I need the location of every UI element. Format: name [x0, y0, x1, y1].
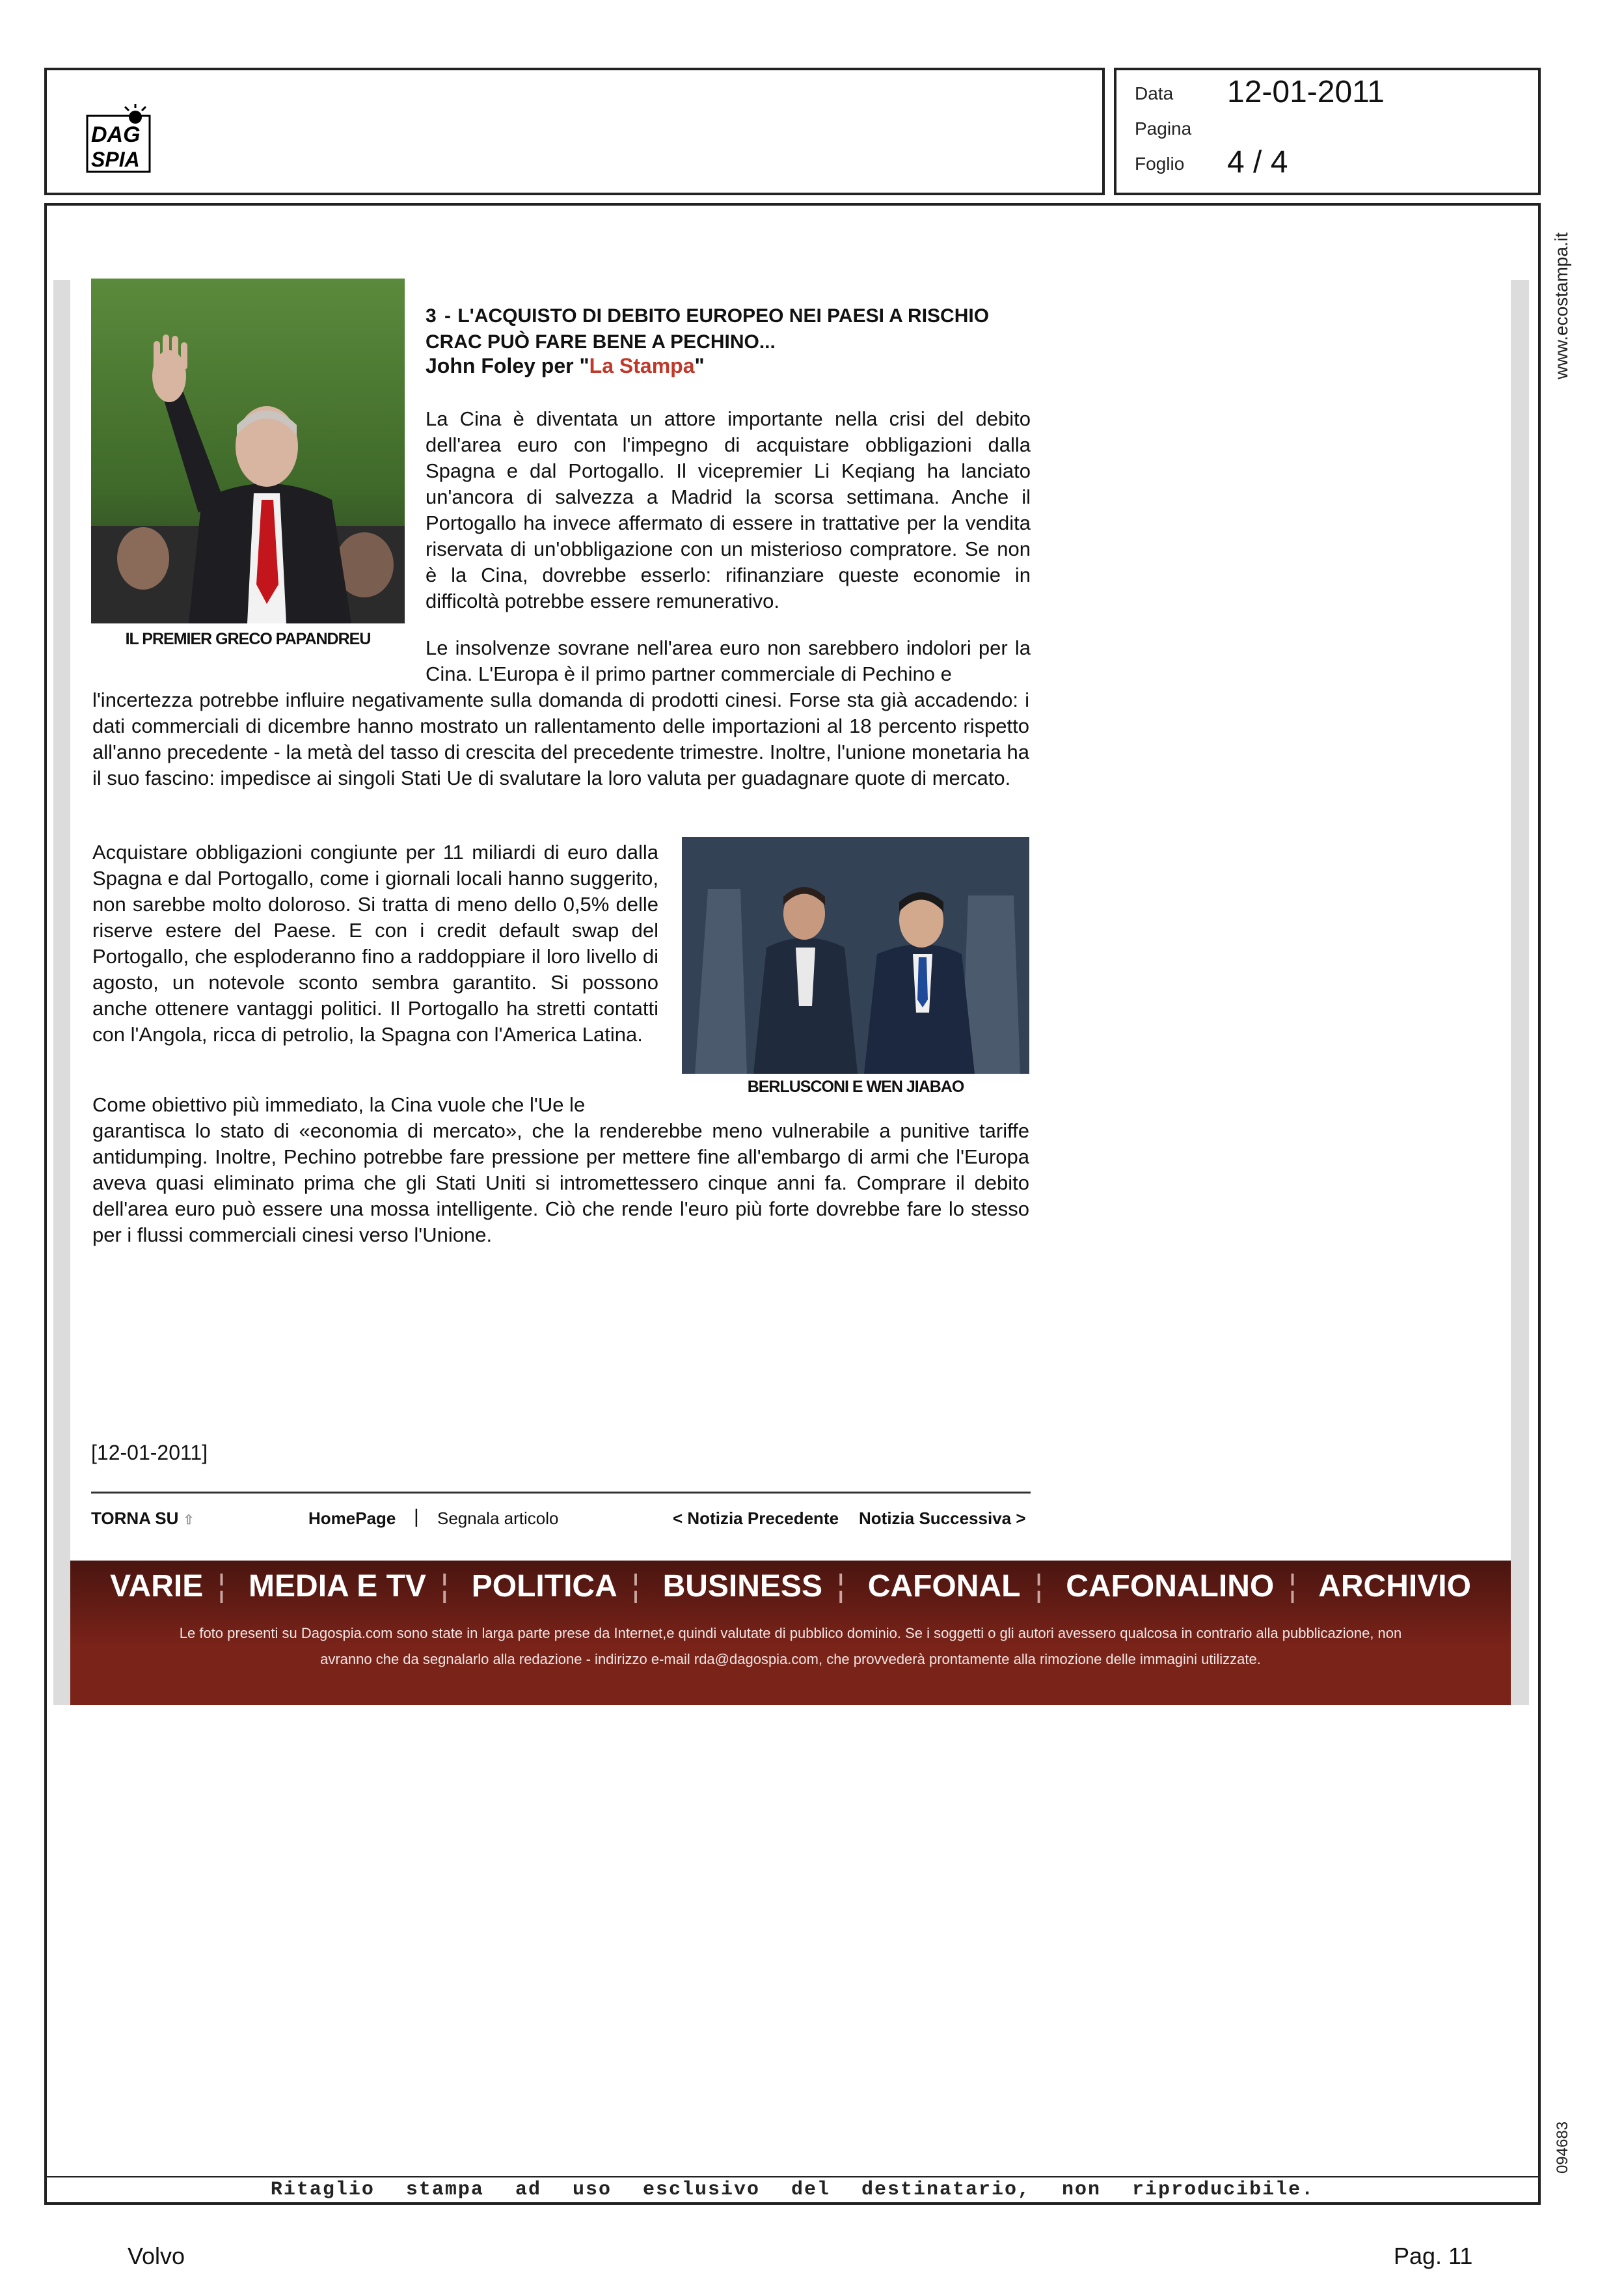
pagina-label: Pagina — [1135, 118, 1192, 139]
clipping-disclaimer: Ritaglio stampa ad uso esclusivo del destinatario, non riproducibile. — [270, 2179, 1315, 2201]
headline-text: L'ACQUISTO DI DEBITO EUROPEO NEI PAESI A RISCHIO CRAC PUÒ FARE BENE A PECHINO... — [426, 305, 990, 353]
svg-text:DAG: DAG — [91, 122, 141, 147]
article-byline: John Foley per "La Stampa" — [426, 354, 705, 377]
article-paragraph-2: l'incertezza potrebbe influire negativamente sulla domanda di prodotti cinesi. Forse sta già accadendo: i dati commerciali di dicembre hanno mostrato un rallentamento delle importazioni al 18 percento rispetto all'anno precedente - la metà del tasso di crescita del precedente trimestre. Inoltre, l'unione monetaria ha il suo fascino: impedisce ai singoli Stati Ue di svalutare la loro valuta per guadagnare quote di mercato. — [92, 689, 1029, 789]
menu-item-media-e-tv[interactable]: MEDIA E TV — [249, 1569, 426, 1603]
photo-berlusconi-wen — [682, 837, 1029, 1074]
section-menu: VARIE ¦ MEDIA E TV ¦ POLITICA ¦ BUSINESS ¦ CAFONAL ¦ CAFONALINO ¦ ARCHIVIO — [110, 1569, 1471, 1603]
nav-separator: | — [414, 1506, 419, 1527]
headline-number: 3 - — [426, 305, 453, 327]
foglio-label: Foglio — [1135, 154, 1185, 174]
data-label: Data — [1135, 83, 1174, 103]
footer-page-number: Pag. 11 — [1394, 2243, 1473, 2269]
article-paragraph-2-top: Le insolvenze sovrane nell'area euro non sarebbero indolori per la Cina. L'Europa è il primo partner commerciale di Pechino e — [426, 636, 1031, 685]
article-paragraph-4: garantisca lo stato di «economia di mercato», che la renderebbe meno vulnerabile a punitive tariffe antidumping. Inoltre, Pechino potrebbe fare pressione per mettere fine all'embargo di armi che l'Europa aveva quasi eliminato prima che gli Stati Uniti si intromettessero cinque anni fa. Comprare il debito dell'area euro può essere una mossa intelligente. Ciò che rende l'euro più forte dovrebbe fare lo stesso per i flussi commerciali cinesi verso l'Unione. — [92, 1119, 1029, 1246]
article-headline — [426, 303, 1031, 355]
dagospia-logo — [85, 103, 152, 174]
page-margin-left — [53, 280, 70, 1705]
menu-item-archivio[interactable]: ARCHIVIO — [1318, 1569, 1471, 1603]
photo-berlusconi-wen-caption: BERLUSCONI E WEN JIABAO — [747, 1078, 964, 1096]
notizia-successiva-link[interactable]: Notizia Successiva > — [859, 1508, 1026, 1528]
photo-papandreu — [91, 279, 405, 623]
divider — [91, 1492, 1031, 1494]
header-left-box — [44, 68, 1105, 195]
article-date: [12-01-2011] — [91, 1441, 208, 1464]
photo-rights-note: Le foto presenti su Dagospia.com sono state in larga parte prese da Internet,e quindi valutate di pubblico dominio. Se i soggetti o gli autori avessero qualcosa in contrario alla pubblicazione, non avranno che da segnalarlo alla redazione - indirizzo e-mail rda@dagospia.com, che provvederà prontamente alla rimozione delle immagini utilizzate. — [179, 1625, 1402, 1667]
menu-item-business[interactable]: BUSINESS — [662, 1569, 822, 1603]
photo-papandreu-caption: IL PREMIER GRECO PAPANDREU — [125, 630, 371, 648]
article-paragraph-1: La Cina è diventata un attore importante nella crisi del debito dell'area euro con l'impegno di acquistare obbligazioni dalla Spagna e dal Portogallo. Il vicepremier Li Keqiang ha lanciato un'ancora di salvezza a Madrid la scorsa settimana. Anche il Portogallo ha invece affermato di essere in trattative per la vendita riservata di un'obbligazione con un misterioso compratore. Se non è la Cina, dovrebbe esserlo: rifinanziare queste economie in difficoltà potrebbe essere remunerativo. — [426, 407, 1031, 612]
side-code: 094683 — [1554, 2121, 1571, 2174]
article-paragraph-3: Acquistare obbligazioni congiunte per 11 miliardi di euro dalla Spagna e dal Portogallo, come i giornali locali hanno suggerito, non sarebbe molto doloroso. Si tratta di meno dello 0,5% delle riserve estere del Paese. E con i credit default swap del Portogallo, che esploderanno fino a raddoppiare il loro livello di agosto, un notevole sconto sembra garantito. Si possono anche ottenere vantaggi politici. Il Portogallo ha stretti contatti con l'Angola, ricca di petrolio, la Spagna con l'America Latina. — [92, 841, 658, 1046]
data-value: 12-01-2011 — [1227, 75, 1385, 109]
segnala-articolo-link[interactable]: Segnala articolo — [437, 1508, 559, 1528]
source-link[interactable]: La Stampa — [589, 354, 695, 377]
svg-text:SPIA: SPIA — [91, 148, 140, 171]
foglio-value: 4 / 4 — [1227, 145, 1288, 180]
torna-su-link[interactable]: TORNA SU ⇧ — [91, 1508, 195, 1528]
disclaimer-rule — [47, 2176, 1538, 2177]
page-margin-right — [1511, 280, 1529, 1705]
side-url: www.ecostampa.it — [1551, 232, 1571, 379]
header-meta-box — [1114, 68, 1541, 195]
article-paragraph-4-top: Come obiettivo più immediato, la Cina vuole che l'Ue le — [92, 1093, 586, 1116]
menu-item-cafonal[interactable]: CAFONAL — [867, 1569, 1021, 1603]
up-arrow-icon: ⇧ — [183, 1513, 195, 1527]
homepage-link[interactable]: HomePage — [308, 1508, 396, 1528]
menu-item-varie[interactable]: VARIE — [110, 1569, 204, 1603]
notizia-precedente-link[interactable]: < Notizia Precedente — [673, 1508, 839, 1528]
menu-item-politica[interactable]: POLITICA — [471, 1569, 617, 1603]
footer-client: Volvo — [128, 2243, 185, 2269]
menu-item-cafonalino[interactable]: CAFONALINO — [1066, 1569, 1275, 1603]
